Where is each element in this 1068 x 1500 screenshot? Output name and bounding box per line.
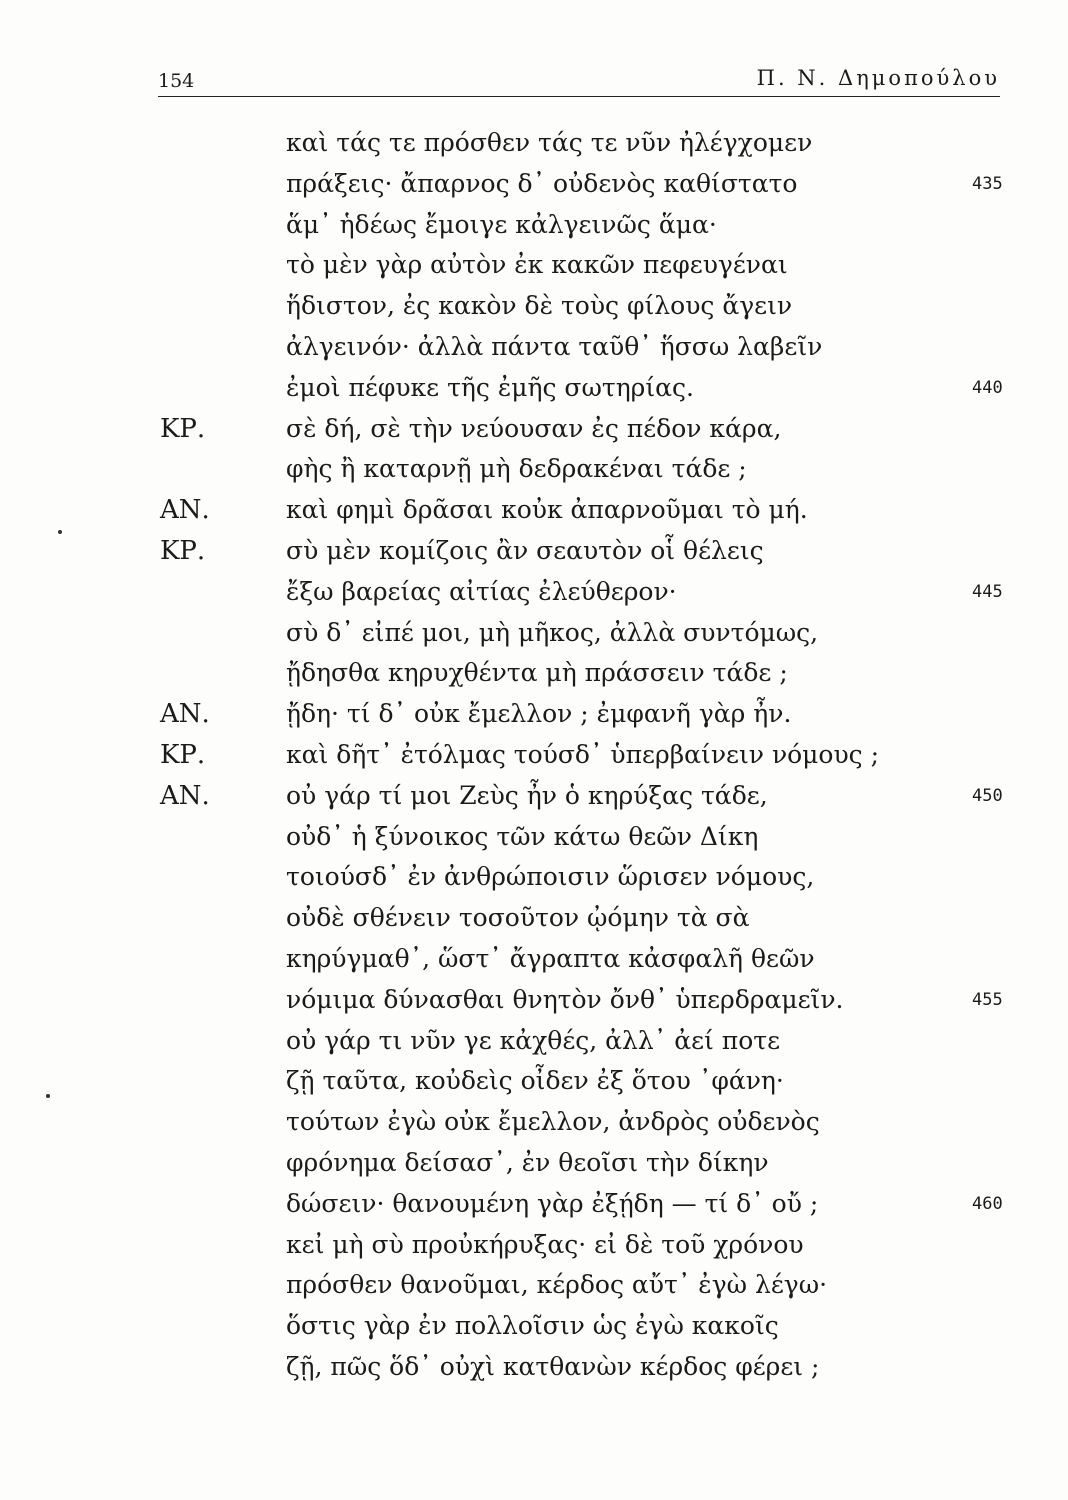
verse-text: πρόσθεν θανοῦμαι, κέρδος αὔτ᾽ ἐγὼ λέγω· [286,1270,828,1300]
verse-text: ζῇ, πῶς ὅδ᾽ οὐχὶ κατθανὼν κέρδος φέρει ; [286,1352,820,1381]
speaker-label: ΑΝ. [160,495,210,526]
speaker-label: ΑΝ. [160,699,210,730]
verse-line [0,373,1068,411]
verse-line [0,862,1068,900]
verse-text: ἅμ᾽ ἡδέως ἔμοιγε κἀλγεινῶς ἅμα· [286,209,717,239]
verse-text: ὅστις γὰρ ἐν πολλοῖσιν ὡς ἐγὼ κακοῖς [286,1311,779,1341]
verse-text: πράξεις· ἄπαρνος δ᾽ οὐδενὸς καθίστατο [286,168,798,198]
verse-line [0,1107,1068,1145]
header-rule [158,96,1000,97]
verse-line [0,210,1068,248]
line-number: 440 [972,377,1003,398]
verse-line [0,658,1068,696]
verse-text: οὐ γάρ τι νῦν γε κἀχθές, ἀλλ᾽ ἀεί ποτε [286,1025,781,1055]
verse-text: οὐδὲ σθένειν τοσοῦτον ᾠόμην τὰ σὰ [286,903,750,933]
verse-text: δώσειν· θανουμένη γὰρ ἐξῄδη — τί δ᾽ οὔ ; [286,1188,819,1218]
verse-line [0,781,1068,819]
verse-line [0,903,1068,941]
verse-line [0,1189,1068,1227]
speaker-label: ΚΡ. [160,413,206,444]
page-number: 154 [158,70,195,92]
verse-text: οὐδ᾽ ἡ ξύνοικος τῶν κάτω θεῶν Δίκη [286,821,759,851]
verse-line [0,1148,1068,1186]
line-number: 455 [972,989,1003,1010]
verse-text: ἥδιστον, ἐς κακὸν δὲ τοὺς φίλους ἄγειν [286,291,793,321]
verse-text: τοιούσδ᾽ ἐν ἀνθρώποισιν ὥρισεν νόμους, [286,862,815,892]
verse-line [0,1230,1068,1268]
verse-line [0,577,1068,615]
verse-line [0,740,1068,778]
verse-line [0,250,1068,288]
verse-text: σὺ δ᾽ εἰπέ μοι, μὴ μῆκος, ἀλλὰ συντόμως, [286,617,819,647]
verse-text: φὴς ἢ καταρνῇ μὴ δεδρακέναι τάδε ; [286,454,747,484]
verse-line [0,454,1068,492]
verse-line [0,1066,1068,1104]
verse-line [0,128,1068,166]
verse-text: καὶ δῆτ᾽ ἐτόλμας τούσδ᾽ ὑπερβαίνειν νόμους ; [286,740,880,769]
verse-line [0,536,1068,574]
running-head: Π. Ν. Δημοπούλου [756,66,1000,90]
verse-text: νόμιμα δύνασθαι θνητὸν ὄνθ᾽ ὑπερδραμεῖν. [286,984,844,1014]
verse-line [0,618,1068,656]
speaker-label: ΚΡ. [160,740,206,770]
verse-line [0,985,1068,1023]
verse-line [0,291,1068,329]
verse-line [0,944,1068,982]
verse-line [0,822,1068,860]
verse-text: τὸ μὲν γὰρ αὐτὸν ἐκ κακῶν πεφευγέναι [286,250,788,280]
line-number: 445 [972,581,1003,602]
line-number: 435 [972,173,1003,194]
verse-text: φρόνημα δείσασ᾽, ἐν θεοῖσι τὴν δίκην [286,1148,769,1177]
ink-speck [58,530,62,534]
ink-speck [46,1094,50,1098]
verse-text: σὺ μὲν κομίζοις ἂν σεαυτὸν οἷ θέλεις [286,536,764,565]
verse-text: καὶ τάς τε πρόσθεν τάς τε νῦν ἠλέγχομεν [286,128,813,157]
line-number: 450 [972,785,1003,806]
verse-line [0,1026,1068,1064]
speaker-label: ΑΝ. [160,780,210,811]
verse-text: οὐ γάρ τί μοι Ζεὺς ἦν ὁ κηρύξας τάδε, [286,780,768,810]
verse-line [0,495,1068,533]
verse-text: ἀλγεινόν· ἀλλὰ πάντα ταῦθ᾽ ἥσσω λαβεῖν [286,332,823,361]
verse-text: τούτων ἐγὼ οὐκ ἔμελλον, ἀνδρὸς οὐδενὸς [286,1107,820,1137]
verse-text: καὶ φημὶ δρᾶσαι κοὐκ ἀπαρνοῦμαι τὸ μή. [286,495,808,525]
verse-line [0,1352,1068,1390]
verse-text: ἐμοὶ πέφυκε τῆς ἐμῆς σωτηρίας. [286,372,695,402]
verse-text: σὲ δή, σὲ τὴν νεύουσαν ἐς πέδον κάρα, [286,413,782,443]
verse-text: ἔξω βαρείας αἰτίας ἐλεύθερον· [286,576,677,606]
verse-text: κεἰ μὴ σὺ προὐκήρυξας· εἰ δὲ τοῦ χρόνου [286,1229,804,1259]
verse-text: ᾔδησθα κηρυχθέντα μὴ πράσσειν τάδε ; [286,658,788,688]
page-header [158,58,1000,98]
verse-line [0,414,1068,452]
verse-text: κηρύγμαθ᾽, ὥστ᾽ ἄγραπτα κἀσφαλῆ θεῶν [286,944,815,973]
verse-text: ζῇ ταῦτα, κοὐδεὶς οἶδεν ἐξ ὅτου ᾽φάνη· [286,1066,784,1096]
verse-text: ᾔδη· τί δ᾽ οὐκ ἔμελλον ; ἐμφανῆ γὰρ ἦν. [286,699,792,729]
verse-line [0,332,1068,370]
verse-line [0,1311,1068,1349]
speaker-label: ΚΡ. [160,536,206,566]
verse-line [0,169,1068,207]
verse-line [0,699,1068,737]
verse-line [0,1270,1068,1308]
line-number: 460 [972,1193,1003,1214]
